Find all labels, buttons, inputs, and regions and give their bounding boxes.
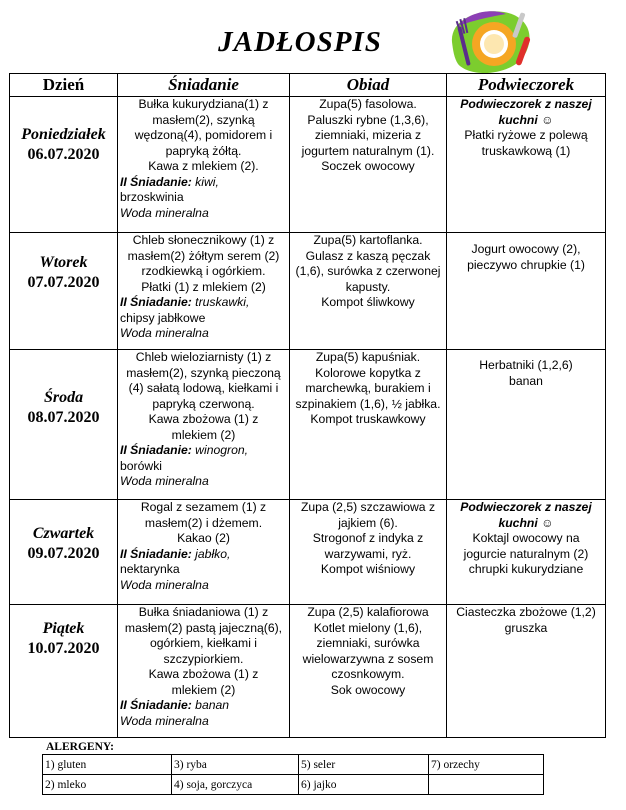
lunch-cell <box>290 97 447 233</box>
lunch-line: jogurtem naturalnym (1). <box>301 143 435 158</box>
second-breakfast-value: winogron, <box>191 443 249 457</box>
day-row-thursday <box>10 500 606 605</box>
breakfast-cell <box>118 350 290 500</box>
day-cell <box>10 500 118 605</box>
day-row-monday <box>10 97 606 233</box>
water-line: Woda mineralna <box>120 577 209 592</box>
page-title: JADŁOSPIS <box>218 26 382 58</box>
lunch-line: kapusty. <box>345 279 391 294</box>
second-breakfast-cont: nektarynka <box>120 562 180 576</box>
lunch-line: Zupa (2,5) kalafiorowa <box>307 605 429 619</box>
header-breakfast: Śniadanie <box>118 74 290 97</box>
header-snack: Podwieczorek <box>447 74 606 97</box>
day-name: Piątek <box>42 620 85 637</box>
header-row <box>10 74 606 97</box>
day-name: Czwartek <box>32 525 95 542</box>
water-line: Woda mineralna <box>120 326 209 340</box>
day-cell <box>10 350 118 500</box>
day-cell <box>10 605 118 738</box>
breakfast-cell <box>118 605 290 738</box>
snack-line: gruszka <box>504 620 548 635</box>
second-breakfast <box>118 547 289 563</box>
breakfast-line: masłem(2), szynką pieczoną <box>126 365 281 380</box>
breakfast-line: masłem(2) i dżemem. <box>144 515 263 530</box>
snack-heading: kuchni ☺ <box>498 515 554 530</box>
second-breakfast <box>118 698 289 714</box>
day-cell <box>10 97 118 233</box>
lunch-line: wielowarzywna z sosem <box>302 651 434 666</box>
snack-line: Płatki ryżowe z polewą <box>464 128 588 142</box>
lunch-line: Kompot truskawkowy <box>310 412 426 426</box>
water-line: Woda mineralna <box>120 474 209 488</box>
day-cell <box>10 233 118 350</box>
snack-heading: kuchni ☺ <box>498 112 554 127</box>
lunch-line: Zupa(5) kartoflanka. <box>313 233 423 247</box>
lunch-line: Kotlet mielony (1,6), <box>313 620 423 635</box>
allergen-item: 4) soja, gorczyca <box>172 775 299 795</box>
snack-cell <box>447 605 606 738</box>
second-breakfast-label: II Śniadanie: <box>120 295 192 309</box>
lunch-cell <box>290 350 447 500</box>
water-line: Woda mineralna <box>120 205 209 220</box>
lunch-line: (1,6), surówka z czerwonej <box>295 264 441 278</box>
breakfast-line: Chleb wieloziarnisty (1) z <box>135 350 272 364</box>
breakfast-line: wędzoną(4), pomidorem i <box>134 128 273 142</box>
snack-line: Jogurt owocowy (2), <box>471 242 581 256</box>
day-date: 07.07.2020 <box>27 274 100 291</box>
allergen-item: 3) ryba <box>172 755 299 775</box>
breakfast-line: szczypiorkiem. <box>163 651 244 666</box>
lunch-line: szpinakiem (1,6), ½ jabłka. <box>295 396 441 411</box>
breakfast-line: masłem(2), szynką <box>152 112 255 127</box>
second-breakfast-label: II Śniadanie: <box>120 546 192 561</box>
breakfast-line: papryką czerwoną. <box>152 396 255 411</box>
breakfast-line: Bułka kukurydziana(1) z <box>138 97 269 111</box>
day-name: Środa <box>43 389 84 406</box>
allergens-row <box>43 775 544 795</box>
allergens-table <box>42 754 544 795</box>
breakfast-cell <box>118 233 290 350</box>
lunch-line: Strogonof z indyka z <box>312 531 424 545</box>
menu-table <box>9 73 606 738</box>
lunch-line: warzywami, ryż. <box>324 546 412 561</box>
breakfast-line: Bułka śniadaniowa (1) z <box>138 605 269 619</box>
allergen-item: 6) jajko <box>299 775 429 795</box>
day-row-friday <box>10 605 606 738</box>
lunch-line: Zupa (2,5) szczawiowa z <box>300 500 436 514</box>
breakfast-line: Kawa zbożowa (1) z <box>148 667 259 681</box>
second-breakfast-cont: chipsy jabłkowe <box>120 310 206 325</box>
snack-line: chrupki kukurydziane <box>468 562 584 576</box>
second-breakfast-cont: borówki <box>120 458 162 473</box>
day-name: Poniedziałek <box>21 126 106 143</box>
snack-cell <box>447 233 606 350</box>
lunch-line: Zupa(5) kapuśniak. <box>315 350 421 364</box>
lunch-line: Zupa(5) fasolowa. <box>319 97 417 111</box>
allergen-item: 1) gluten <box>43 755 172 775</box>
lunch-line: ziemniaki, mizeria z <box>314 128 422 142</box>
lunch-cell <box>290 605 447 738</box>
second-breakfast-label: II Śniadanie: <box>120 174 192 189</box>
second-breakfast-label: II Śniadanie: <box>120 443 192 457</box>
breakfast-cell <box>118 97 290 233</box>
breakfast-line: Płatki (1) z mlekiem (2) <box>141 279 266 294</box>
allergen-item <box>429 775 544 795</box>
breakfast-line: Rogal z sezamem (1) z <box>140 500 267 514</box>
snack-line: Koktajl owocowy na <box>472 531 580 545</box>
second-breakfast-cont: brzoskwinia <box>120 190 184 204</box>
day-row-tuesday <box>10 233 606 350</box>
plate-cutlery-icon <box>444 6 538 80</box>
allergens-row <box>43 755 544 775</box>
snack-line: pieczywo chrupkie (1) <box>467 257 585 272</box>
day-date: 09.07.2020 <box>27 545 100 562</box>
day-date: 06.07.2020 <box>27 146 100 163</box>
lunch-line: Kompot śliwkowy <box>321 295 415 309</box>
allergen-item: 2) mleko <box>43 775 172 795</box>
day-date: 08.07.2020 <box>27 409 100 426</box>
day-name: Wtorek <box>39 254 88 271</box>
snack-cell <box>447 350 606 500</box>
breakfast-line: papryką żółtą. <box>165 143 242 158</box>
header-lunch: Obiad <box>290 74 447 97</box>
lunch-line: marchewką, burakiem i <box>305 381 431 395</box>
snack-line: Ciasteczka zbożowe (1,2) <box>456 605 596 619</box>
lunch-line: Kolorowe kopytka z <box>315 365 421 380</box>
water-line: Woda mineralna <box>120 713 209 728</box>
second-breakfast <box>118 443 289 459</box>
lunch-line: Sok owocowy <box>330 682 406 697</box>
lunch-line: Soczek owocowy <box>321 159 415 173</box>
snack-heading: Podwieczorek z naszej <box>460 97 592 111</box>
breakfast-line: masłem(2) pastą jajeczną(6), <box>124 620 283 635</box>
header-day: Dzień <box>10 74 118 97</box>
day-date: 10.07.2020 <box>27 640 100 657</box>
lunch-line: Paluszki rybne (1,3,6), <box>307 112 429 127</box>
second-breakfast-value: jabłko, <box>191 546 231 561</box>
second-breakfast <box>118 175 289 191</box>
breakfast-line: mlekiem (2) <box>171 682 236 697</box>
allergen-item: 5) seler <box>299 755 429 775</box>
second-breakfast-label: II Śniadanie: <box>120 698 192 712</box>
breakfast-line: (4) sałatą lodową, kiełkami i <box>128 381 279 395</box>
breakfast-line: rzodkiewką i ogórkiem. <box>141 264 266 278</box>
breakfast-line: Kawa z mlekiem (2). <box>148 159 259 173</box>
breakfast-line: ogórkiem, kiełkami i <box>149 636 257 650</box>
second-breakfast-value: truskawki, <box>191 295 250 309</box>
breakfast-line: masłem(2) żółtym serem (2) <box>127 248 280 263</box>
breakfast-line: Chleb słonecznikowy (1) z <box>132 233 275 247</box>
second-breakfast-value: banan <box>191 698 230 712</box>
lunch-line: czosnkowym. <box>331 667 405 681</box>
lunch-cell <box>290 500 447 605</box>
snack-cell <box>447 500 606 605</box>
breakfast-line: mlekiem (2) <box>171 427 236 442</box>
breakfast-line: Kawa zbożowa (1) z <box>148 412 259 426</box>
snack-heading: Podwieczorek z naszej <box>460 500 592 514</box>
allergens-title: ALERGENY: <box>46 741 114 753</box>
lunch-line: Gulasz z kaszą pęczak <box>305 248 431 263</box>
breakfast-cell <box>118 500 290 605</box>
allergen-item: 7) orzechy <box>429 755 544 775</box>
second-breakfast-value: kiwi, <box>191 174 219 189</box>
snack-line: truskawkową (1) <box>481 143 571 158</box>
lunch-line: jajkiem (6). <box>338 515 398 530</box>
snack-line: banan <box>509 373 543 388</box>
snack-line: jogurcie naturalnym (2) <box>463 546 589 561</box>
lunch-cell <box>290 233 447 350</box>
snack-line: Herbatniki (1,2,6) <box>479 358 573 372</box>
lunch-line: Kompot wiśniowy <box>320 562 416 576</box>
day-row-wednesday <box>10 350 606 500</box>
breakfast-line: Kakao (2) <box>177 531 230 545</box>
lunch-line: ziemniaki, surówka <box>316 636 420 650</box>
snack-cell <box>447 97 606 233</box>
second-breakfast <box>118 295 289 311</box>
